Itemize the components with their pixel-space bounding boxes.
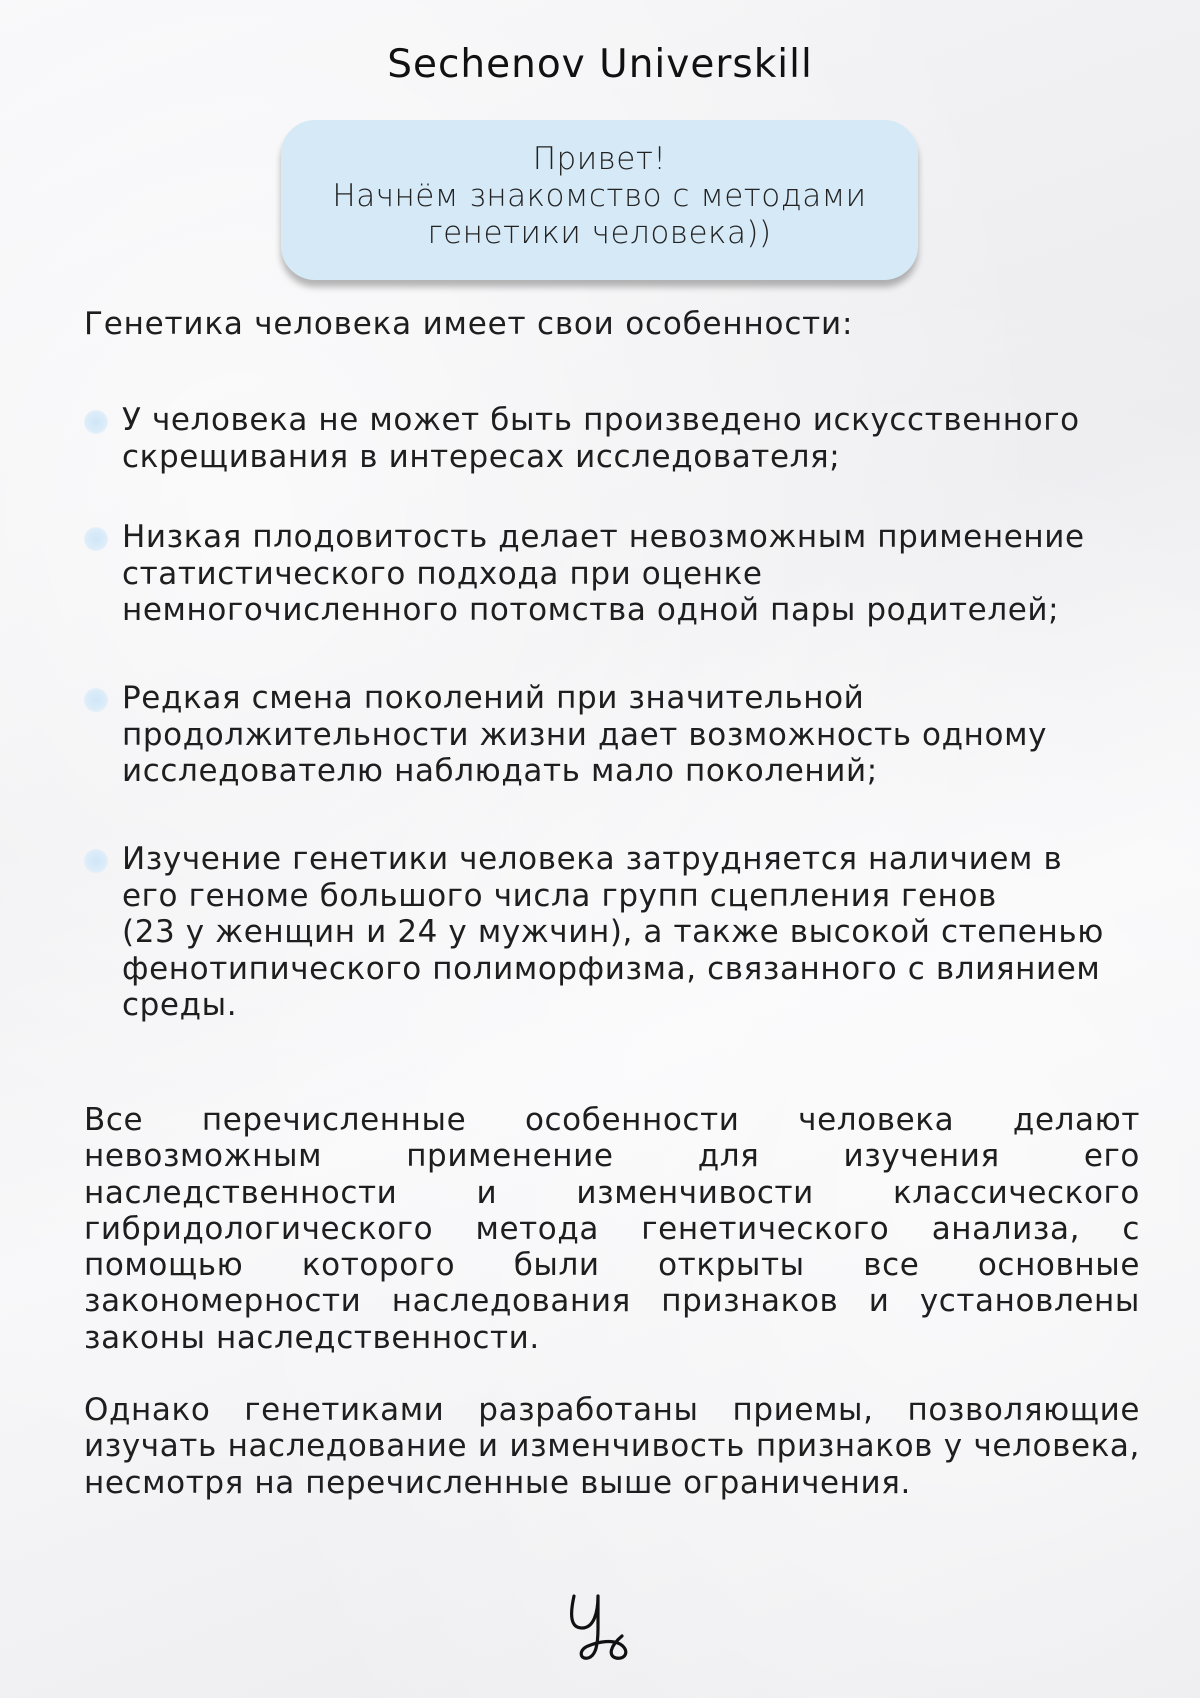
feature-text: Редкая смена поколений при значительной продолжительности жизни дает возможность одному исследователю наблюдать мало поколений; [122,680,1048,789]
greeting-box [281,120,918,280]
intro-heading: Генетика человека имеет свои особенности: [84,306,854,342]
brand-title: Sechenov Universkill [387,42,813,87]
paragraph-limitations: Все перечисленные особенности человека делают невозможным применение для изучения его наследственности и изменчивости классического гибридологического метода генетического анализа, с помощью которого были открыты все основные закономерности наследования признаков и установлены законы наследственности. [84,1102,1140,1356]
feature-text: Низкая плодовитость делает невозможным применение статистического подхода при оценке немногочисленного потомства одной пары родителей; [122,519,1085,628]
feature-text: У человека не может быть произведено искусственного скрещивания в интересах исследователя; [122,402,1080,475]
feature-text: Изучение генетики человека затрудняется наличием в его геноме большого числа групп сцепления генов (23 у женщин и 24 у мужчин), а также высокой степенью фенотипического полиморфизма, связанного с влиянием среды. [122,841,1104,1023]
greeting-line-1: Привет! [532,141,667,177]
greeting-line-2: Начнём знакомство с методами [332,178,867,214]
paragraph-methods: Однако генетиками разработаны приемы, позволяющие изучать наследование и изменчивость признаков у человека, несмотря на перечисленные выше ограничения. [84,1392,1140,1501]
greeting-line-3: генетики человека)) [427,215,772,251]
universkill-monogram-icon [566,1584,636,1664]
bullet-dot-icon [84,849,108,873]
bullet-dot-icon [84,410,108,434]
bullet-dot-icon [84,527,108,551]
bullet-dot-icon [84,688,108,712]
